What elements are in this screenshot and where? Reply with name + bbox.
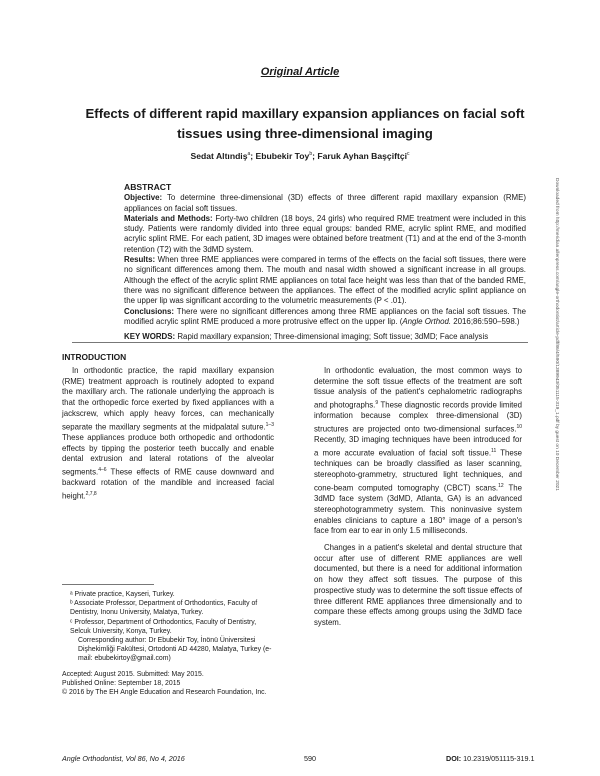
reference-marker[interactable]: 10 [516, 424, 522, 431]
reference-marker[interactable]: 4–6 [98, 466, 107, 473]
article-title: Effects of different rapid maxillary expansion appliances on facial soft tissues using three-dimensional imaging [85, 106, 525, 141]
intro-paragraph [62, 366, 274, 502]
results-text: When three RME appliances were compared in terms of the effects on the facial soft tissues, there were no significant differences among them. The mouth and nasal width showed a significant increase in all groups. Although the effect of the acrylic splint RME appliances on total face height was less than that of the banded RME, there was no significant difference between the appliances. The effect of the modified acrylic splint appliance on the upper lip was significant according to the volumetric measurements (P < .01). [124, 255, 526, 306]
citation-journal: Angle Orthod. [402, 316, 452, 326]
citation-details: 2016;86:590–598.) [451, 316, 520, 326]
text-run: The 3dMD face system (3dMD, Atlanta, GA) is an advanced stereophotogrammetry system. This noninvasive system enables clinicians to capture a 180° image of a person's face from ear to ear in only 1.5 milliseconds. [314, 483, 522, 536]
right-column [314, 366, 522, 629]
doi-label: DOI: [446, 754, 462, 763]
abstract-results [124, 255, 526, 306]
footnote-affiliation-a: ᵃ Private practice, Kayseri, Turkey. [70, 591, 175, 598]
left-column [62, 366, 274, 502]
footnote-affiliation-c: ᶜ Professor, Department of Orthodontics, Faculty of Dentistry, Selcuk University, Konya, Turkey. [70, 618, 257, 635]
citation [400, 317, 520, 326]
author-separator: ; [250, 151, 256, 161]
reference-marker[interactable]: 2,7,8 [85, 490, 97, 497]
author-affiliation-marker: a [247, 151, 251, 158]
text-run: These diagnostic records provide limited information because complex three-dimensional (3D) structures are projected onto two-dimensional surfaces. [314, 400, 523, 434]
download-watermark [552, 178, 560, 738]
author-affiliation-marker: c [407, 151, 410, 158]
publication-info [62, 670, 276, 698]
author-affiliation-marker: b [309, 151, 313, 158]
author-name[interactable]: Faruk Ayhan Başçiftçi [317, 151, 407, 161]
introduction-heading: INTRODUCTION [62, 352, 127, 362]
text-run: Recently, 3D imaging techniques have been introduced for a more accurate evaluation of facial soft tissue. [314, 435, 522, 458]
abstract [124, 182, 526, 342]
methods-label: Materials and Methods: [124, 213, 213, 223]
abstract-objective [124, 193, 526, 214]
objective-label: Objective: [124, 193, 163, 203]
page-number: 590 [304, 754, 316, 763]
reference-marker[interactable]: 9 [375, 400, 379, 407]
reference-marker[interactable]: 11 [491, 448, 497, 455]
objective-text: To determine three-dimensional (3D) effects of three different rapid maxillary expansion (RME) appliances on facial soft tissues. [124, 193, 526, 213]
author-list [0, 151, 600, 161]
author-name[interactable]: Ebubekir Toy [255, 151, 310, 161]
intro-paragraph [314, 366, 522, 537]
abstract-methods [124, 214, 526, 255]
reference-marker[interactable]: 1–3 [265, 421, 274, 428]
keywords-label: KEY WORDS: [124, 332, 176, 342]
doi[interactable] [446, 754, 534, 763]
footnotes [62, 590, 276, 664]
abstract-heading: ABSTRACT [124, 182, 172, 192]
copyright: © 2016 by The EH Angle Education and Research Foundation, Inc. [62, 689, 267, 697]
author-separator: ; [312, 151, 318, 161]
footnote-affiliation-b: ᵇ Associate Professor, Department of Orthodontics, Faculty of Dentistry, Inonu University, Malatya, Turkey. [70, 600, 258, 617]
text-run: In orthodontic practice, the rapid maxillary expansion (RME) treatment approach is routinely adopted to expand the maxillary arch. The rationale underlying the approach is that the orthopedic force exerted by fixed appliances with a jackscrew, which apply heavy forces, can mechanically separate the maxillary segments at the midpalatal suture. [62, 366, 274, 432]
results-label: Results: [124, 255, 156, 265]
abstract-conclusions [124, 307, 526, 328]
accepted-submitted: Accepted: August 2015. Submitted: May 2015. [62, 671, 204, 678]
conclusions-text: There were no significant differences among three RME appliances on the facial soft tissues. The modified acrylic splint RME produced a more protrusive effect on the upper lip. [124, 306, 526, 326]
corresponding-author: Corresponding author: Dr Ebubekir Toy, İnönü Üniversitesi Dişhekimliği Fakültesi, Ortodonti AD 44280, Malatya, Turkey (e-mail: ebubekirtoy@gmail.com) [78, 637, 272, 663]
keywords [124, 332, 526, 342]
text-run: These appliances produce both orthopedic and orthodontic effects by tipping the posterior teeth buccally and enable dental extrusion and lateral rotations of the alveolar segments. [62, 432, 274, 477]
footnote-divider [62, 584, 154, 585]
published-online: Published Online: September 18, 2015 [62, 680, 181, 688]
article-type-label: Original Article [260, 66, 340, 78]
download-watermark-text: Downloaded from http://meridian.allenpress.com/angle-orthodontist/article-pdf/86/4/590/1389943/051115-319_1.pdf by guest on 10 December 2021 [554, 178, 559, 491]
author-name[interactable]: Sedat Altındiş [190, 151, 248, 161]
doi-value[interactable]: 10.2319/051115-319.1 [461, 754, 535, 763]
keywords-text: Rapid maxillary expansion; Three-dimensional imaging; Soft tissue; 3dMD; Face analysis [177, 332, 489, 342]
methods-text: Forty-two children (18 boys, 24 girls) who required RME treatment were included in this study. Patients were randomly divided into three equal groups: banded RME, acrylic splint RME, and modified acrylic splint RME. For each patient, 3D images were obtained before treatment (T1) and at the end of the 3-month retention (T2) with the 3dMD system. [124, 213, 526, 254]
intro-paragraph: Changes in a patient's skeletal and dental structure that occur after use of different RME appliances are well documented, but there is a need for additional information on how they affect soft tissues. The purpose of this prospective study was to determine the soft tissue effects of three different RME appliances three dimensionally and to compare these effects among groups using the 3dMD face system. [314, 542, 522, 627]
reference-marker[interactable]: 12 [498, 482, 504, 489]
journal-footer: Angle Orthodontist, Vol 86, No 4, 2016 [62, 754, 185, 763]
text-run: These effects of RME cause downward and backward rotation of the mandible and increased facial height. [62, 467, 274, 501]
section-divider [72, 342, 528, 343]
citation-open: ( [399, 316, 403, 326]
text-run: In orthodontic evaluation, the most common ways to determine the soft tissue effects of the treatment are soft tissue analysis of the patient's cephalometric radiographs and photographs. [314, 366, 522, 410]
conclusions-label: Conclusions: [124, 306, 174, 316]
text-run: These techniques can be broadly classified as laser scanning, stereophoto-grammetry, structured light techniques, and cone-beam computed tomography (CBCT) scans. [314, 448, 523, 493]
